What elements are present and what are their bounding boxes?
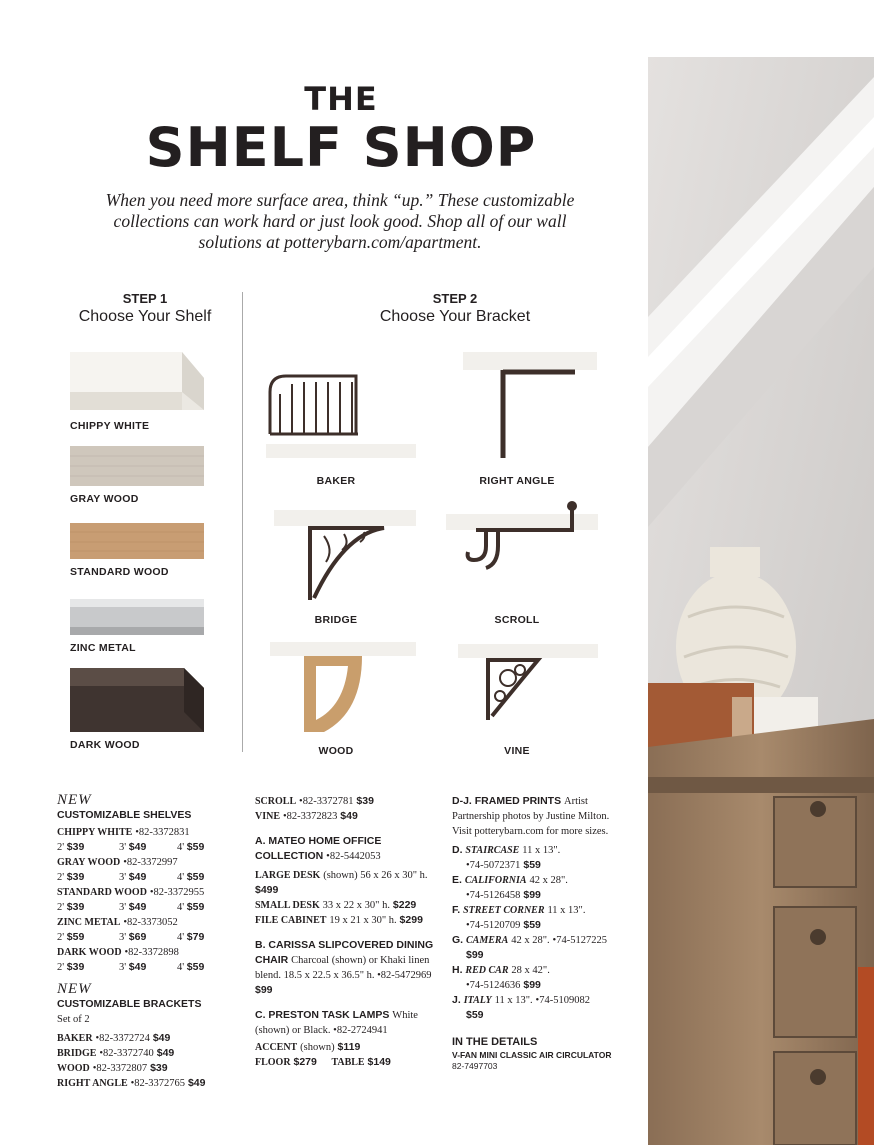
bracket-price-entry: BRIDGE •82-3372740 $49	[57, 1047, 175, 1059]
shelf-label: GRAY WOOD	[70, 493, 139, 505]
shelf-label: ZINC METAL	[70, 642, 136, 654]
bracket-image-baker	[266, 372, 416, 462]
shelf-name: ZINC METAL	[57, 917, 121, 928]
page-title: SHELF SHOP	[145, 116, 537, 179]
item-title: B. CARISSA SLIPCOVERED DINING CHAIR	[255, 939, 434, 966]
bracket-price-entry: RIGHT ANGLE •82-3372765 $49	[57, 1077, 206, 1089]
print-entry: J. ITALY 11 x 13". •74-5109082 $59	[452, 994, 590, 1021]
bracket-price-entry: WOOD •82-3372807 $39	[57, 1062, 168, 1074]
print-entry: H. RED CAR 28 x 42". •74-5124636 $99	[452, 964, 550, 991]
item-title: D-J. FRAMED PRINTS	[452, 795, 562, 807]
step1-subtitle: Choose Your Shelf	[78, 308, 212, 325]
shelf-label: DARK WOOD	[70, 739, 140, 751]
print-entry: D. STAIRCASE 11 x 13". •74-5072371 $59	[452, 844, 561, 871]
bracket-label: WOOD	[318, 745, 354, 757]
step2-number: STEP 2	[432, 291, 478, 306]
price-row: 2' $39 3' $49 4' $59	[57, 901, 205, 913]
bracket-image-wood	[270, 642, 416, 734]
price-row: 2' $59 3' $69 4' $79	[57, 931, 205, 943]
item-a-small-desk: SMALL DESK 33 x 22 x 30" h. $229	[255, 899, 417, 911]
bracket-price-entry: BAKER •82-3372724 $49	[57, 1032, 171, 1044]
shelf-image-zinc-metal	[70, 597, 204, 637]
sku: •82-3372955	[149, 887, 205, 898]
shelf-image-gray-wood	[70, 444, 204, 488]
furniture-column	[255, 794, 435, 1070]
step-divider	[242, 292, 243, 752]
item-a	[255, 834, 435, 864]
price-row: 2' $39 3' $49 4' $59	[57, 871, 205, 883]
shelf-name: GRAY WOOD	[57, 857, 121, 868]
item-title: C. PRESTON TASK LAMPS	[255, 1009, 390, 1021]
shelf-image-chippy-white	[70, 348, 204, 416]
bracket-label: SCROLL	[494, 614, 540, 626]
prints-column	[452, 794, 622, 1072]
item-dj: D-J. FRAMED PRINTS Artist Partnership photos by Justine Milton. Visit potterybarn.com for more sizes.	[452, 795, 610, 837]
sku: •82-5442053	[326, 851, 381, 862]
brackets-set: Set of 2	[57, 1014, 90, 1025]
shelf-name: CHIPPY WHITE	[57, 827, 133, 838]
sku: •82-3372997	[123, 857, 178, 868]
brackets-heading: CUSTOMIZABLE BRACKETS	[57, 998, 202, 1010]
price-row: 2' $39 3' $49 4' $59	[57, 841, 205, 853]
item-b: B. CARISSA SLIPCOVERED DINING CHAIR Charcoal (shown) or Khaki linen blend. 18.5 x 22.5 x 36.5" h. •82-5472969 $99	[255, 939, 434, 996]
shelf-name: STANDARD WOOD	[57, 887, 147, 898]
details-heading: IN THE DETAILS	[452, 1036, 538, 1048]
shelf-label: STANDARD WOOD	[70, 566, 169, 578]
shelf-price-entry	[57, 915, 247, 945]
shelf-image-dark-wood	[70, 666, 204, 734]
details-item: V-FAN MINI CLASSIC AIR CIRCULATOR	[452, 1050, 612, 1060]
item-c-accent: ACCENT (shown) $119	[255, 1041, 361, 1053]
sku: •82-3372831	[135, 827, 190, 838]
details-sku: 82-7497703	[452, 1061, 498, 1071]
bracket-label: BAKER	[316, 475, 356, 487]
price-row: 2' $39 3' $49 4' $59	[57, 961, 205, 973]
sku: •82-3372898	[124, 947, 179, 958]
bracket-label: RIGHT ANGLE	[479, 475, 555, 487]
shelves-brackets-column	[57, 792, 247, 1091]
shelf-label: CHIPPY WHITE	[70, 420, 150, 432]
intro-text: When you need more surface area, think “up.” These customizable collections can work hard or just look good. Shop all of our wall solutions at potterybarn.com/apartment.	[105, 190, 575, 252]
shelf-name: DARK WOOD	[57, 947, 122, 958]
room-photo	[648, 57, 874, 1145]
item-title: A. MATEO HOME OFFICE COLLECTION	[255, 835, 382, 862]
item-c-floor-table: FLOOR $279 TABLE $149	[255, 1056, 391, 1068]
bracket-label: VINE	[504, 745, 530, 757]
title-small: THE	[304, 80, 378, 118]
shelves-heading: CUSTOMIZABLE SHELVES	[57, 809, 192, 821]
item-a-large-desk: LARGE DESK (shown) 56 x 26 x 30" h. $499	[255, 870, 428, 896]
bracket-image-bridge	[274, 510, 416, 602]
step1-number: STEP 1	[122, 291, 168, 306]
new-tag: NEW	[57, 792, 92, 808]
bracket-image-right-angle	[463, 352, 597, 462]
shelf-price-entry	[57, 825, 247, 855]
shelf-price-entry	[57, 945, 247, 975]
step2-subtitle: Choose Your Bracket	[379, 308, 531, 325]
bracket-price-entry: VINE •82-3372823 $49	[255, 810, 358, 822]
bracket-price-entry: SCROLL •82-3372781 $39	[255, 795, 374, 807]
print-entry: E. CALIFORNIA 42 x 28". •74-5126458 $99	[452, 874, 568, 901]
bracket-image-vine	[458, 644, 598, 724]
item-c: C. PRESTON TASK LAMPS White (shown) or Black. •82-2724941	[255, 1009, 418, 1036]
shelf-price-entry	[57, 885, 247, 915]
item-a-file-cabinet: FILE CABINET 19 x 21 x 30" h. $299	[255, 914, 423, 926]
print-entry: G. CAMERA 42 x 28". •74-5127225 $99	[452, 934, 607, 961]
new-tag: NEW	[57, 981, 92, 997]
print-entry: F. STREET CORNER 11 x 13". •74-5120709 $59	[452, 904, 586, 931]
shelf-price-entry	[57, 855, 247, 885]
bracket-label: BRIDGE	[314, 614, 358, 626]
shelf-image-standard-wood	[70, 521, 204, 561]
bracket-image-scroll	[446, 498, 598, 578]
sku: •82-3373052	[123, 917, 178, 928]
